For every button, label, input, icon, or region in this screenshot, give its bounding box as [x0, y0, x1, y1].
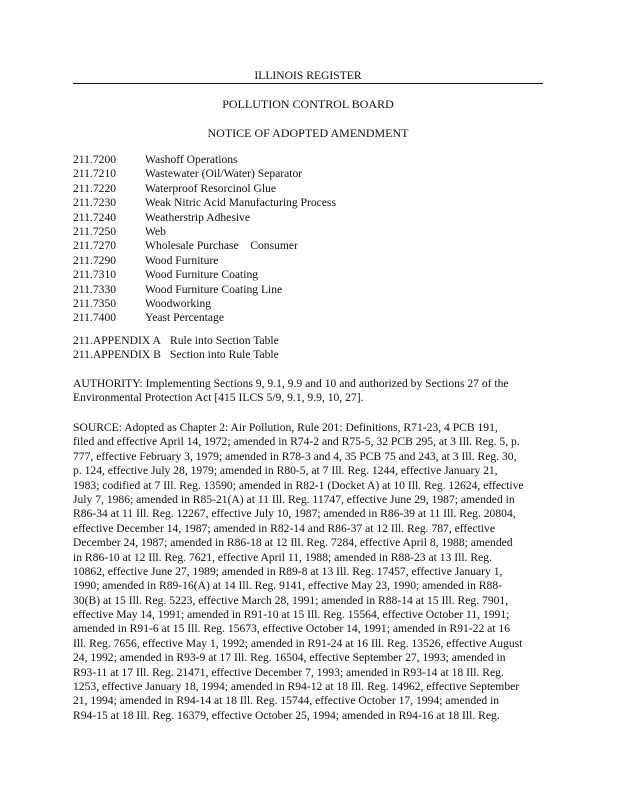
authority-line: Environmental Protection Act [415 ILCS 5/9, 9.1, 9.9, 10, 27]. — [73, 391, 364, 405]
section-row — [73, 196, 336, 210]
source-line: R93-11 at 17 Ill. Reg. 21471, effective December 7, 1993; amended in R93-14 at 18 Ill. Reg. — [73, 665, 504, 679]
source-line: in R86-10 at 12 Ill. Reg. 7621, effective April 11, 1988; amended in R88-23 at 13 Ill. Reg. — [73, 550, 492, 564]
source-paragraph — [73, 421, 553, 723]
appendix-row — [73, 348, 279, 362]
source-line: 24, 1992; amended in R93-9 at 17 Ill. Reg. 16504, effective September 27, 1993; amended in — [73, 651, 506, 665]
section-number: 211.7290 — [73, 253, 117, 267]
source-line: 10862, effective June 27, 1989; amended in R89-8 at 13 Ill. Reg. 17457, effective January 1, — [73, 564, 503, 578]
section-number: 211.7400 — [73, 311, 117, 325]
section-row — [73, 268, 336, 282]
section-title: Woodworking — [145, 296, 212, 310]
section-number: 211.7250 — [73, 224, 117, 238]
source-line: 21, 1994; amended in R94-14 at 18 Ill. Reg. 15744, effective October 17, 1994; amended in — [73, 694, 500, 708]
register-header: ILLINOIS REGISTER — [73, 69, 543, 84]
section-title: Wood Furniture Coating Line — [145, 282, 283, 296]
section-title: Web — [145, 224, 166, 238]
source-line: 1990; amended in R89-16(A) at 14 Ill. Reg. 9141, effective May 23, 1990; amended in R88- — [73, 579, 502, 593]
section-title: Washoff Operations — [145, 153, 238, 166]
agency-title: POLLUTION CONTROL BOARD — [222, 97, 394, 111]
appendix-title: Section into Rule Table — [170, 348, 279, 362]
section-row — [73, 297, 336, 311]
notice-title: NOTICE OF ADOPTED AMENDMENT — [207, 126, 409, 140]
section-number: 211.7310 — [73, 268, 117, 282]
appendix-number: 211.APPENDIX A — [73, 334, 161, 347]
source-line: 777, effective February 3, 1979; amended in R78-3 and 4, 35 PCB 75 and 243, at 3 Ill. Reg. 30, — [73, 449, 517, 463]
section-title: Waterproof Resorcinol Glue — [145, 181, 277, 195]
section-row — [73, 182, 336, 196]
source-line: December 24, 1987; amended in R86-18 at 12 Ill. Reg. 7284, effective April 8, 1988; amended — [73, 536, 513, 550]
section-number: 211.7240 — [73, 210, 117, 224]
section-row — [73, 239, 336, 253]
section-row — [73, 254, 336, 268]
section-number: 211.7330 — [73, 282, 117, 296]
section-title: Weak Nitric Acid Manufacturing Process — [145, 196, 336, 210]
section-title: Wood Furniture Coating — [145, 268, 259, 282]
authority-paragraph — [73, 377, 553, 406]
source-line: effective May 14, 1991; amended in R91-10 at 15 Ill. Reg. 15564, effective October 11, 1991; — [73, 608, 510, 622]
section-row — [73, 211, 336, 225]
section-row — [73, 225, 336, 239]
appendix-number: 211.APPENDIX B — [73, 348, 161, 362]
section-title: Weatherstrip Adhesive — [145, 210, 250, 224]
source-line: July 7, 1986; amended in R85-21(A) at 11 Ill. Reg. 11747, effective June 29, 1987; amended in — [73, 492, 515, 506]
section-title: Yeast Percentage — [145, 311, 224, 325]
source-line: SOURCE: Adopted as Chapter 2: Air Pollution, Rule 201: Definitions, R71-23, 4 PCB 191, — [73, 421, 498, 434]
source-line: 1253, effective January 18, 1994; amended in R94-12 at 18 Ill. Reg. 14962, effective September — [73, 680, 520, 694]
section-title: Wastewater (Oil/Water) Separator — [145, 167, 303, 181]
source-line: R94-15 at 18 Ill. Reg. 16379, effective October 25, 1994; amended in R94-16 at 18 Ill. Reg. — [73, 708, 500, 722]
section-number: 211.7270 — [73, 239, 117, 253]
source-line: Ill. Reg. 7656, effective May 1, 1992; amended in R91-24 at 16 Ill. Reg. 13526, effective August — [73, 636, 523, 650]
section-number: 211.7350 — [73, 296, 117, 310]
source-line: 1983; codified at 7 Ill. Reg. 13590; amended in R82-1 (Docket A) at 10 Ill. Reg. 12624, effective — [73, 478, 524, 492]
authority-line: AUTHORITY: Implementing Sections 9, 9.1, 9.9 and 10 and authorized by Sections 27 of the — [73, 377, 509, 390]
appendix-list — [73, 334, 279, 363]
source-line: filed and effective April 14, 1972; amended in R74-2 and R75-5, 32 PCB 295, at 3 Ill. Reg. 5, p. — [73, 435, 520, 449]
section-title: Wood Furniture — [145, 253, 219, 267]
section-row — [73, 283, 336, 297]
section-row — [73, 153, 336, 167]
source-line: R86-34 at 11 Ill. Reg. 12267, effective July 10, 1987; amended in R86-39 at 11 Ill. Reg. 20804, — [73, 507, 516, 521]
appendix-title: Rule into Section Table — [170, 334, 279, 347]
section-row — [73, 311, 336, 325]
section-number: 211.7210 — [73, 167, 117, 181]
section-title: Wholesale Purchase Consumer — [145, 239, 298, 253]
section-row — [73, 167, 336, 181]
section-number: 211.7230 — [73, 196, 117, 210]
source-line: p. 124, effective July 28, 1979; amended in R80-5, at 7 Ill. Reg. 1244, effective January 21, — [73, 464, 498, 478]
section-number: 211.7200 — [73, 153, 117, 166]
section-list — [73, 153, 336, 326]
source-line: 30(B) at 15 Ill. Reg. 5223, effective March 28, 1991; amended in R88-14 at 15 Ill. Reg. 7901, — [73, 593, 509, 607]
section-number: 211.7220 — [73, 181, 117, 195]
appendix-row — [73, 334, 279, 348]
source-line: amended in R91-6 at 15 Ill. Reg. 15673, effective October 14, 1991; amended in R91-22 at 16 — [73, 622, 511, 636]
source-line: effective December 14, 1987; amended in R82-14 and R86-37 at 12 Ill. Reg. 787, effective — [73, 521, 495, 535]
